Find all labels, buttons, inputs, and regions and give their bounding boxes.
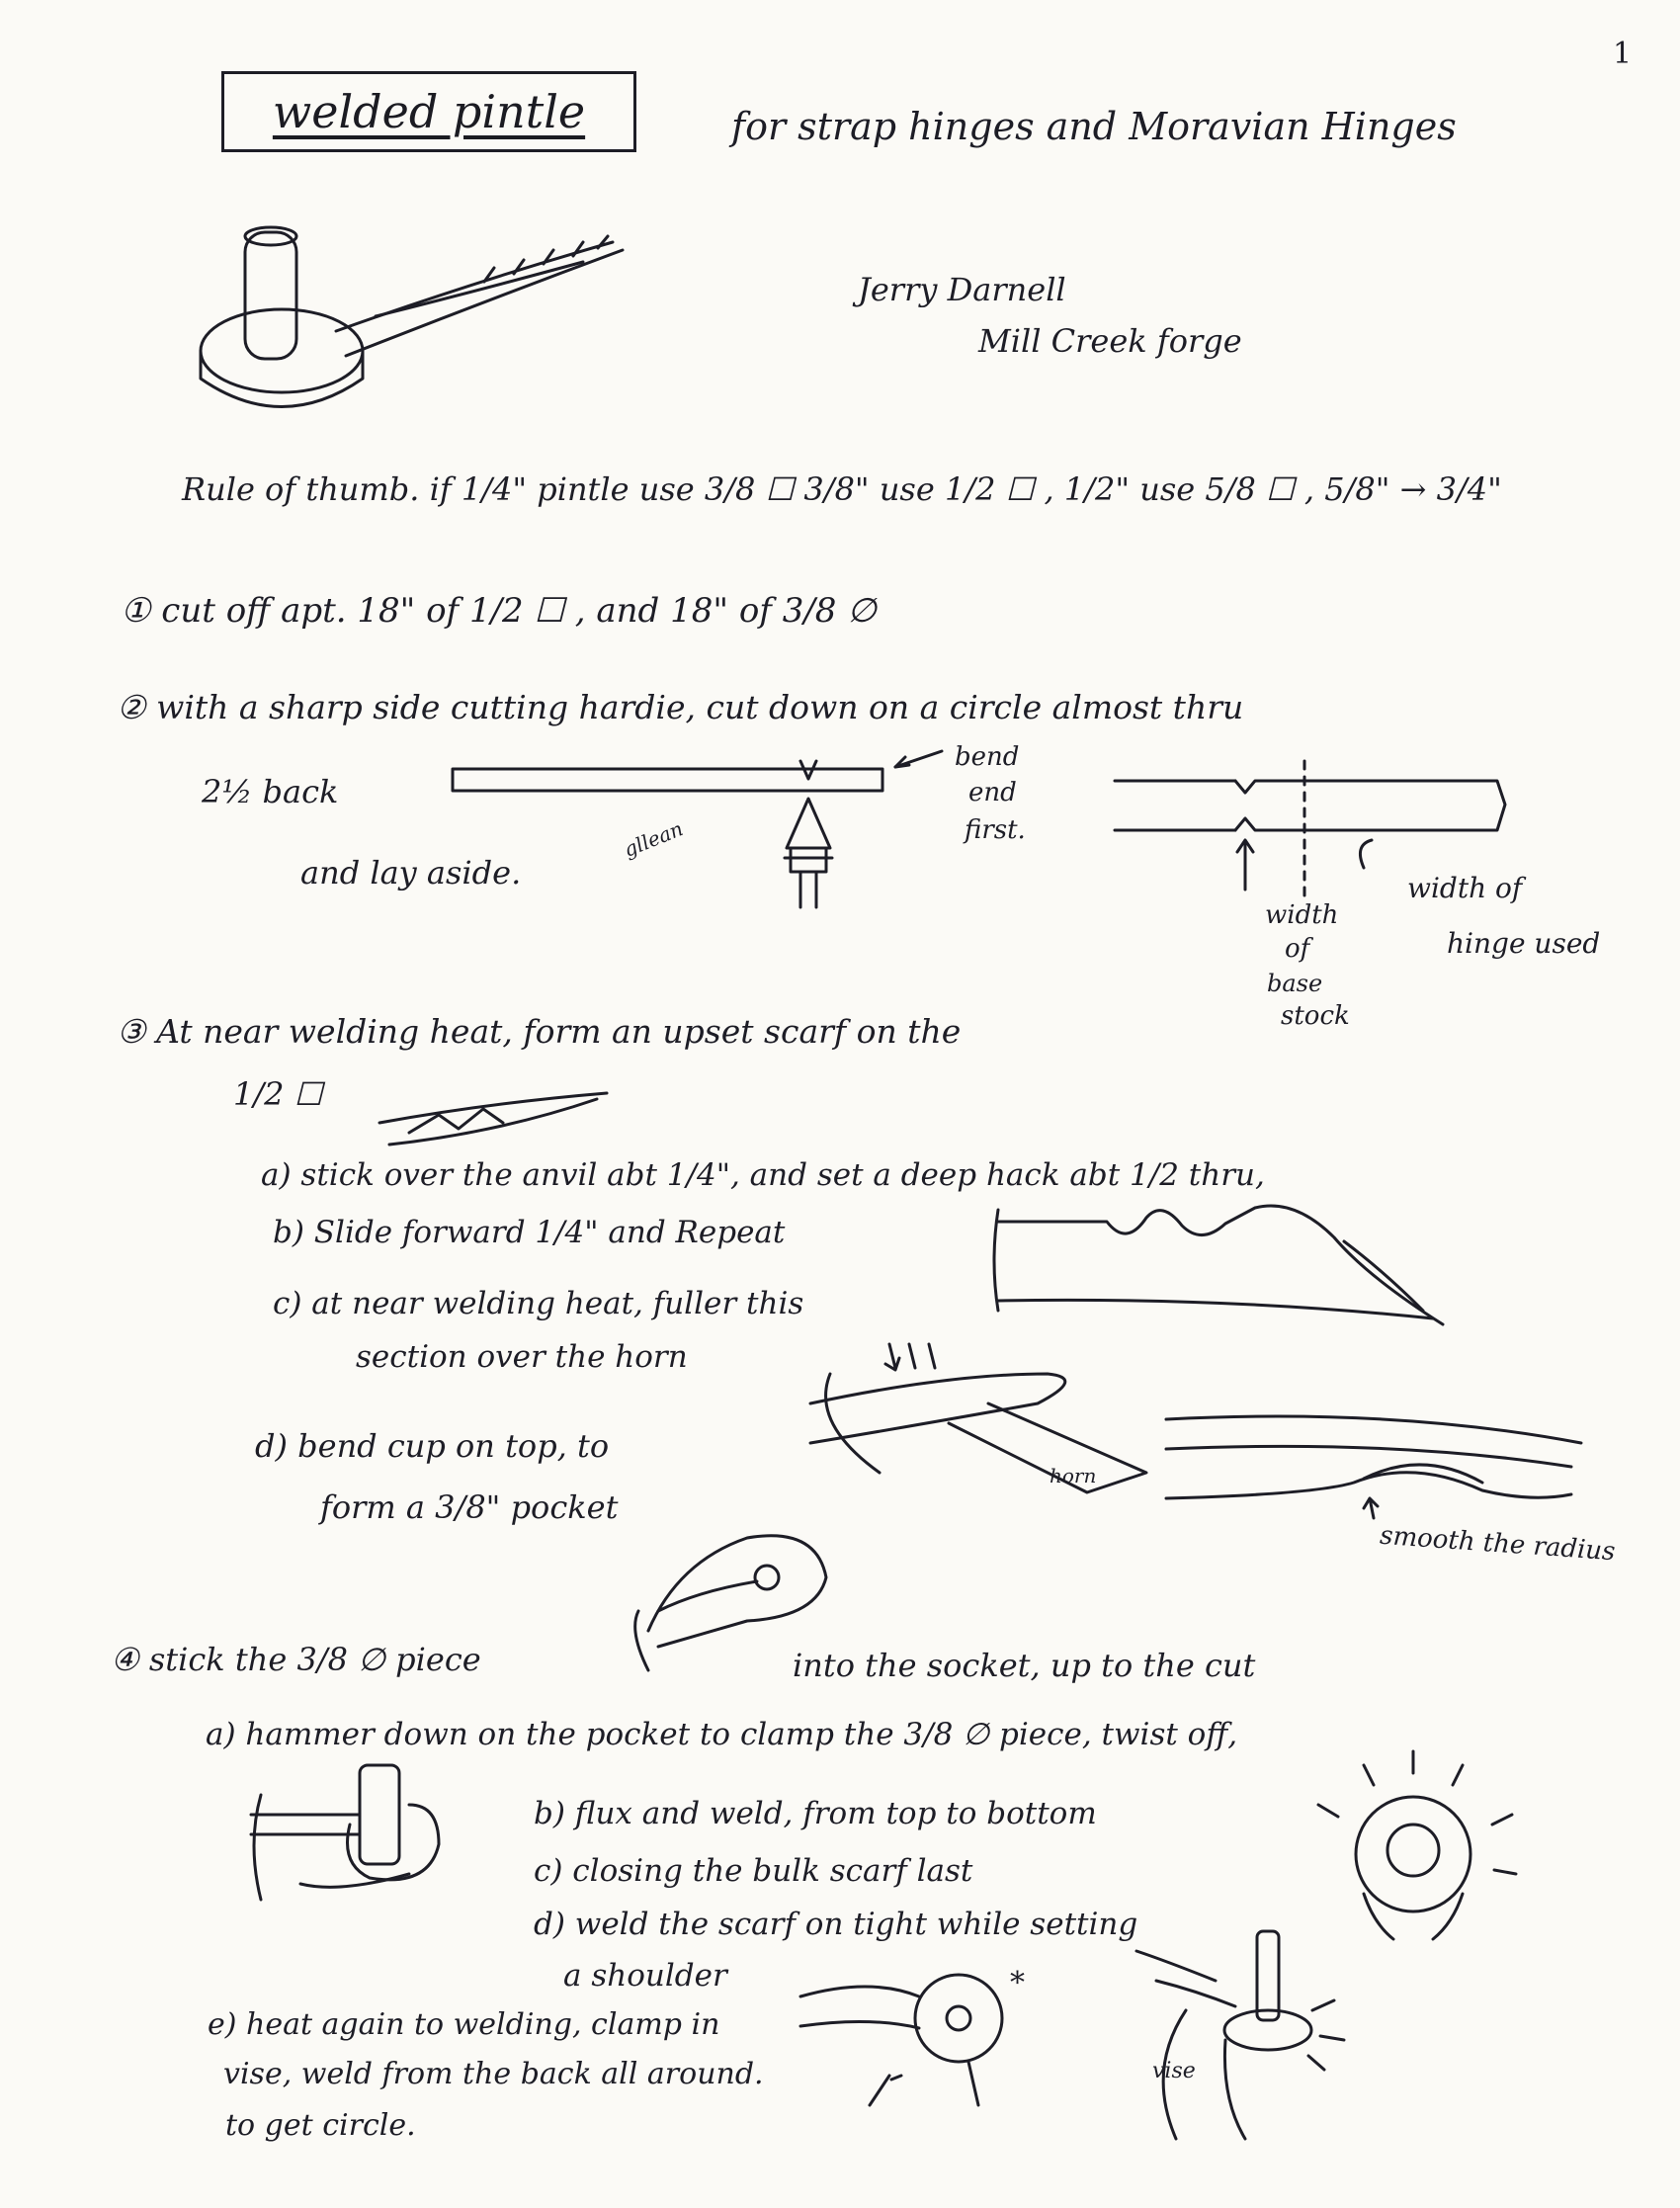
- width-base-2: of: [1285, 934, 1310, 964]
- step-4b: b) flux and weld, from top to bottom: [534, 1796, 1097, 1831]
- step-4e-line-3: to get circle.: [225, 2108, 416, 2143]
- vise-sketch: [1127, 1921, 1364, 2149]
- step-3c-line-2: section over the horn: [356, 1339, 688, 1375]
- step-4d-line-2: a shoulder: [563, 1958, 727, 1994]
- bend-end-first-3: first.: [965, 815, 1026, 845]
- page-subtitle: for strap hinges and Moravian Hinges: [731, 105, 1457, 148]
- step-3-line-2: 1/2 ☐: [233, 1075, 323, 1113]
- step-2-line-1: ② with a sharp side cutting hardie, cut down on a circle almost thru: [117, 688, 1244, 726]
- step-1: ① cut off apt. 18" of 1/2 ☐ , and 18" of 3/8 ∅: [121, 591, 877, 631]
- author-shop: Mill Creek forge: [978, 322, 1242, 360]
- step-4d-line-1: d) weld the scarf on tight while setting: [534, 1907, 1138, 1942]
- width-hinge-1: width of: [1407, 872, 1523, 904]
- width-base-4: stock: [1281, 1001, 1350, 1031]
- page-title: welded pintle: [272, 85, 586, 138]
- title-box: [221, 71, 636, 152]
- step-3d-line-1: d) bend cup on top, to: [255, 1427, 610, 1465]
- width-hinge-2: hinge used: [1447, 927, 1601, 960]
- step-2-line-3: and lay aside.: [300, 854, 522, 892]
- hacked-bar-sketch: [988, 1202, 1453, 1330]
- step-4c: c) closing the bulk scarf last: [534, 1853, 973, 1889]
- step-3-line-1: ③ At near welding heat, form an upset scarf on the: [117, 1012, 962, 1051]
- svg-text:*: *: [1010, 1966, 1025, 2000]
- svg-text:vise: vise: [1152, 2059, 1196, 2083]
- pintle-sketch: [188, 222, 642, 430]
- step-4e-line-2: vise, weld from the back all around.: [223, 2057, 764, 2091]
- width-base-3: base: [1267, 970, 1323, 997]
- shoulder-sketch: [791, 1957, 1057, 2115]
- socket-clamp-sketch: [241, 1755, 468, 1913]
- step-3a: a) stick over the anvil abt 1/4", and set a deep hack abt 1/2 thru,: [261, 1157, 1265, 1193]
- step-4a: a) hammer down on the pocket to clamp the 3/8 ∅ piece, twist off,: [206, 1717, 1238, 1752]
- step-4e-line-1: e) heat again to welding, clamp in: [208, 2007, 720, 2042]
- fuller-horn-sketch: [791, 1334, 1186, 1512]
- width-base-1: width: [1265, 900, 1339, 930]
- gllean-label: gllean: [620, 816, 687, 862]
- step-4: ④ stick the 3/8 ∅ piece: [111, 1641, 481, 1678]
- step-3d-line-2: form a 3/8" pocket: [320, 1488, 619, 1526]
- bend-end-first-2: end: [968, 778, 1017, 807]
- upset-scarf-sketch: [370, 1083, 617, 1162]
- smooth-radius-label: smooth the radius: [1379, 1520, 1617, 1568]
- bend-arrow: [887, 747, 947, 777]
- svg-text:horn: horn: [1050, 1464, 1097, 1487]
- step-2-line-2: 2½ back: [202, 773, 339, 810]
- step-3b: b) Slide forward 1/4" and Repeat: [273, 1215, 786, 1250]
- step-3c-line-1: c) at near welding heat, fuller this: [273, 1286, 804, 1321]
- step-4-continued: into the socket, up to the cut: [793, 1647, 1256, 1684]
- page-number: 1: [1613, 37, 1633, 71]
- author-name: Jerry Darnell: [858, 271, 1066, 308]
- rule-of-thumb: Rule of thumb. if 1/4" pintle use 3/8 ☐ 3/8" use 1/2 ☐ , 1/2" use 5/8 ☐ , 5/8" → 3/4": [182, 470, 1502, 508]
- bend-end-first-1: bend: [955, 742, 1020, 772]
- weld-top-sketch: [1304, 1745, 1542, 1943]
